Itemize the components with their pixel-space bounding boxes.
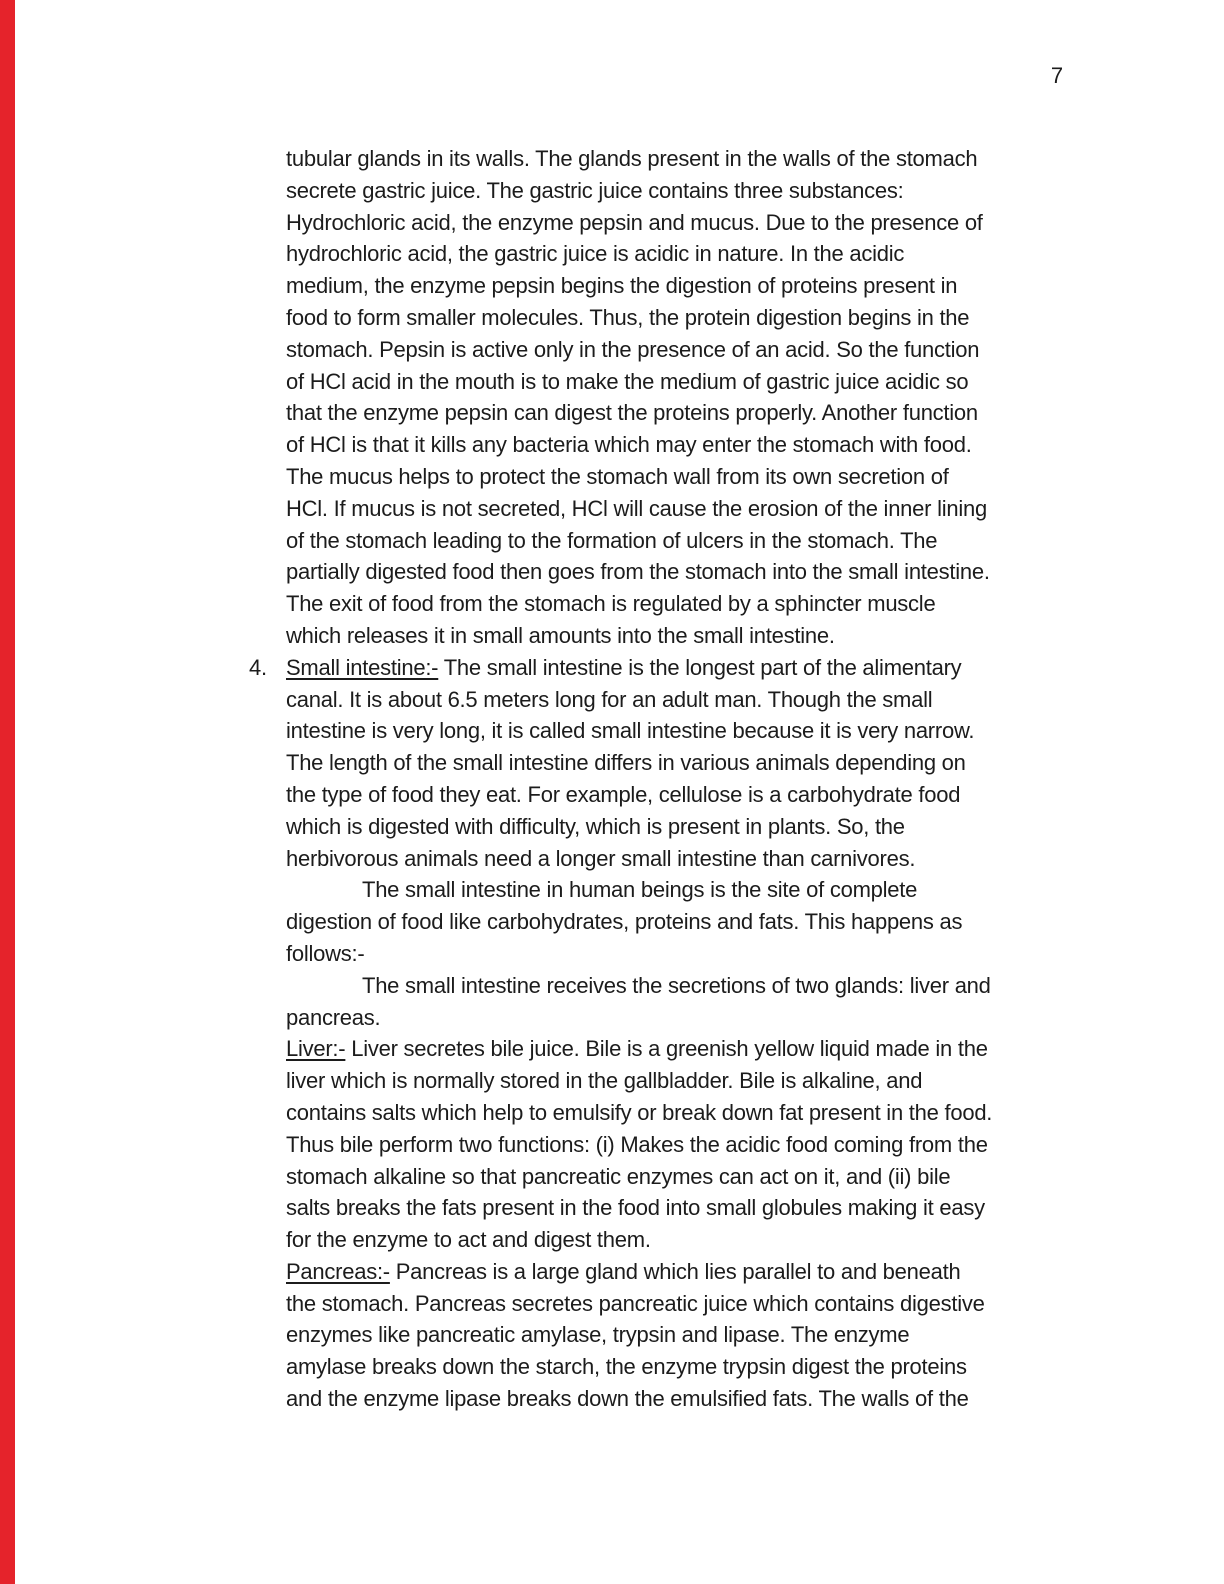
line-text: of the stomach leading to the formation of ulcers in the stomach. The [286,527,938,553]
line-text: tubular glands in its walls. The glands present in the walls of the stomach [286,146,978,171]
text-line [286,1129,1106,1161]
text-line [286,270,1106,302]
line-text: partially digested food then goes from the stomach into the small intestine. [286,559,990,585]
line-text: The small intestine is the longest part of the alimentary [438,654,962,680]
line-text: Pancreas is a large gland which lies parallel to and beneath [389,1258,961,1284]
line-text: salts breaks the fats present in the food into small globules making it easy [286,1195,985,1221]
section-heading: Liver:- [286,1036,346,1062]
text-line [286,302,1106,334]
text-line [286,1288,1106,1320]
text-line [286,1224,1106,1256]
line-text: of HCl acid in the mouth is to make the medium of gastric juice acidic so [286,368,969,394]
text-line [286,684,1106,716]
text-line [286,175,1106,207]
text-line [286,588,1106,620]
line-text: food to form smaller molecules. Thus, the protein digestion begins in the [286,304,970,330]
section-heading: Pancreas:- [286,1258,390,1284]
text-line [286,620,1106,652]
line-text: which is digested with difficulty, which is present in plants. So, the [286,813,905,839]
text-line [286,747,1106,779]
line-text: canal. It is about 6.5 meters long for an adult man. Though the small [286,686,933,712]
text-line [286,461,1106,493]
text-line [286,238,1106,270]
page-number: 7 [1050,63,1064,88]
line-text: which releases it in small amounts into the small intestine. [286,622,835,648]
text-line [286,843,1106,875]
line-text: follows:- [286,940,365,966]
line-text: medium, the enzyme pepsin begins the digestion of proteins present in [286,273,958,299]
text-line [286,874,1106,906]
section-heading: Small intestine:- [286,654,439,680]
line-text: amylase breaks down the starch, the enzyme trypsin digest the proteins [286,1354,967,1380]
line-text: HCl. If mucus is not secreted, HCl will cause the erosion of the inner lining [286,495,987,521]
text-line [286,811,1106,843]
line-text: Hydrochloric acid, the enzyme pepsin and mucus. Due to the presence of [286,209,983,235]
text-line [286,556,1106,588]
line-text: stomach alkaline so that pancreatic enzymes can act on it, and (ii) bile [286,1163,951,1189]
text-line [286,1192,1106,1224]
text-line [286,143,1106,175]
body-text [249,143,1106,1415]
text-line [286,1002,1106,1034]
line-text: The small intestine receives the secretions of two glands: liver and [362,972,991,998]
text-line [286,525,1106,557]
line-text: Liver secretes bile juice. Bile is a greenish yellow liquid made in the [345,1036,988,1062]
line-text: The mucus helps to protect the stomach wall from its own secretion of [286,463,949,489]
left-edge-red-stripe [0,0,15,1584]
text-line [286,493,1106,525]
text-line [286,938,1106,970]
line-text: pancreas. [286,1004,381,1030]
line-text: herbivorous animals need a longer small intestine than carnivores. [286,845,916,871]
line-text: liver which is normally stored in the gallbladder. Bile is alkaline, and [286,1068,923,1094]
line-text: enzymes like pancreatic amylase, trypsin and lipase. The enzyme [286,1322,910,1348]
line-text: The small intestine in human beings is the site of complete [362,877,918,903]
text-line [286,1033,1106,1065]
line-text: hydrochloric acid, the gastric juice is acidic in nature. In the acidic [286,241,905,267]
line-text: of HCl is that it kills any bacteria which may enter the stomach with food. [286,432,972,458]
line-text: contains salts which help to emulsify or break down fat present in the food. [286,1099,993,1125]
text-line [286,429,1106,461]
text-line [286,1351,1106,1383]
text-line [286,397,1106,429]
text-line [286,1065,1106,1097]
text-line [286,906,1106,938]
line-text: for the enzyme to act and digest them. [286,1227,651,1253]
line-text: The exit of food from the stomach is regulated by a sphincter muscle [286,591,936,617]
line-text: intestine is very long, it is called small intestine because it is very narrow. [286,718,975,744]
text-line [286,366,1106,398]
line-text: digestion of food like carbohydrates, proteins and fats. This happens as [286,909,963,935]
line-text: Thus bile perform two functions: (i) Makes the acidic food coming from the [286,1131,988,1157]
line-text: The length of the small intestine differs in various animals depending on [286,750,966,776]
text-line [286,715,1106,747]
text-line [286,334,1106,366]
line-text: the stomach. Pancreas secretes pancreatic juice which contains digestive [286,1290,985,1316]
line-text: the type of food they eat. For example, cellulose is a carbohydrate food [286,781,961,807]
text-line [286,207,1106,239]
text-line [286,1161,1106,1193]
text-line [286,1097,1106,1129]
text-line [286,1383,1106,1415]
line-text: secrete gastric juice. The gastric juice contains three substances: [286,177,904,203]
text-line [286,1319,1106,1351]
text-line [286,1256,1106,1288]
text-line [286,779,1106,811]
line-text: and the enzyme lipase breaks down the emulsified fats. The walls of the [286,1386,969,1412]
line-text: that the enzyme pepsin can digest the proteins properly. Another function [286,400,978,426]
list-item-number: 4. [249,654,267,680]
line-text: stomach. Pepsin is active only in the presence of an acid. So the function [286,336,980,362]
text-line [249,652,1106,684]
text-line [286,970,1106,1002]
